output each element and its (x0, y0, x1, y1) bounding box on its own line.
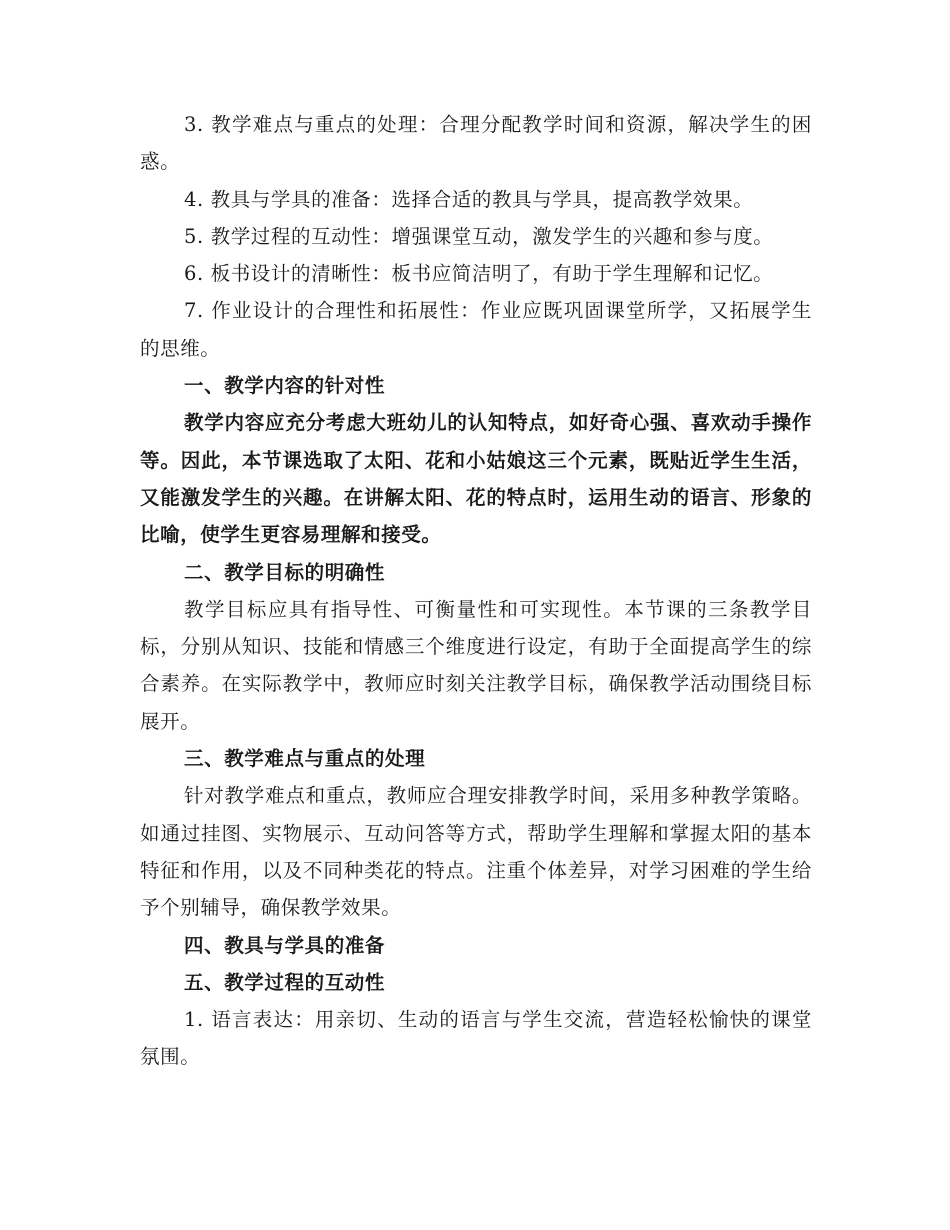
section-heading-1: 一、教学内容的针对性 (184, 374, 386, 398)
list-item-5: 5. 教学过程的互动性：增强课堂互动，激发学生的兴趣和参与度。 (184, 224, 774, 248)
section-heading-5: 五、教学过程的互动性 (184, 970, 386, 994)
section-heading-3: 三、教学难点与重点的处理 (184, 747, 426, 771)
section-body-3: 针对教学难点和重点，教师应合理安排教学时间，采用多种教学策略。如通过挂图、实物展示、互动问答等方式，帮助学生理解和掌握太阳的基本特征和作用，以及不同种类花的特点。注重个体差异，对学习困难的学生给予个别辅导，确保教学效果。 (140, 784, 812, 920)
section-heading-2: 二、教学目标的明确性 (184, 560, 386, 584)
section5-item-1: 1. 语言表达：用亲切、生动的语言与学生交流，营造轻松愉快的课堂氛围。 (140, 1008, 812, 1069)
list-item-6: 6. 板书设计的清晰性：板书应简洁明了，有助于学生理解和记忆。 (184, 262, 774, 286)
section-body-2: 教学目标应具有指导性、可衡量性和可实现性。本节课的三条教学目标，分别从知识、技能和情感三个维度进行设定，有助于全面提高学生的综合素养。在实际教学中，教师应时刻关注教学目标，确保教学活动围绕目标展开。 (140, 597, 812, 733)
section-body-1: 教学内容应充分考虑大班幼儿的认知特点，如好奇心强、喜欢动手操作等。因此，本节课选取了太阳、花和小姑娘这三个元素，既贴近学生生活，又能激发学生的兴趣。在讲解太阳、花的特点时，运用生动的语言、形象的比喻，使学生更容易理解和接受。 (140, 411, 812, 547)
section-heading-4: 四、教具与学具的准备 (184, 933, 386, 957)
list-item-7: 7. 作业设计的合理性和拓展性：作业应既巩固课堂所学，又拓展学生的思维。 (140, 299, 812, 360)
list-item-4: 4. 教具与学具的准备：选择合适的教具与学具，提高教学效果。 (184, 187, 754, 211)
list-item-3: 3. 教学难点与重点的处理：合理分配教学时间和资源，解决学生的困惑。 (140, 113, 812, 174)
document-page (140, 106, 812, 1076)
